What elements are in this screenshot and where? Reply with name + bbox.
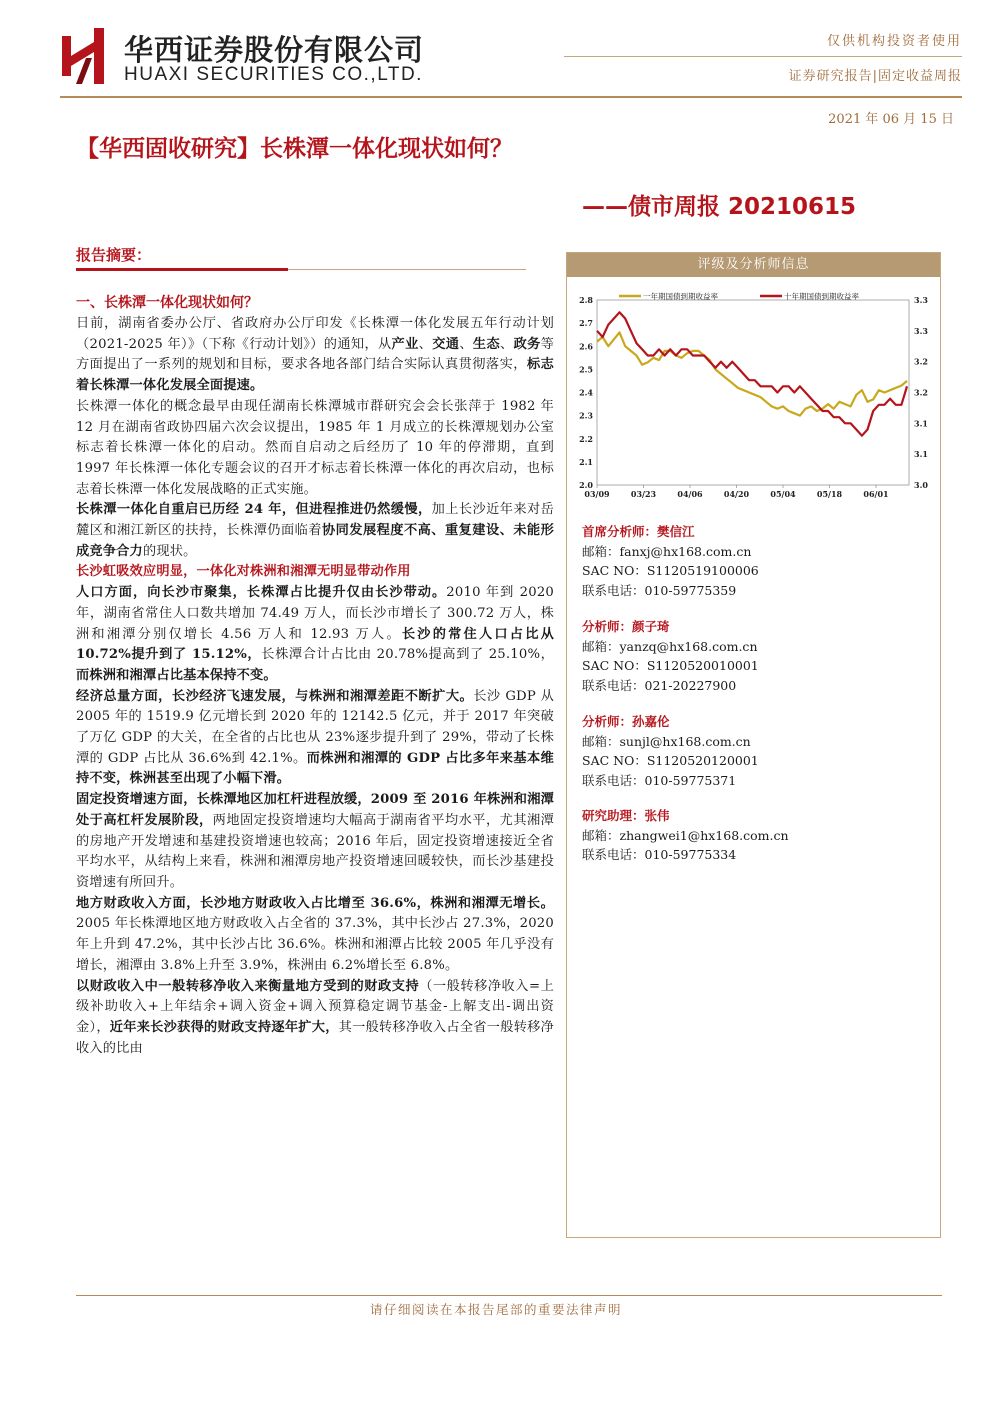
x-axis-tick-label: 05/18	[816, 489, 843, 499]
analyst-block	[582, 522, 759, 600]
report-type: 证券研究报告|固定收益周报	[788, 69, 962, 84]
right-axis-tick-label: 3.1	[914, 449, 928, 460]
abstract-paragraph	[76, 583, 554, 687]
emphasis-text: 地方财政收入方面，长沙地方财政收入占比增至 36.6%，株洲和湘潭无增长。	[76, 895, 554, 911]
analyst-role: 分析师：孙嘉伦	[582, 714, 670, 729]
legend-label: 十年期国债到期收益率	[784, 292, 859, 301]
huaxi-logo-icon	[62, 28, 114, 84]
left-axis-tick-label: 2.5	[579, 364, 593, 375]
company-name-cn: 华西证券股份有限公司	[124, 33, 425, 67]
body-text-run: 2010 年到 2020 年，湖南省常住人口数共增加 74.49 万人，而长沙市增长了 300.72 万人，株洲和湘潭分别仅增长 4.56 万人和 12.93 万人。	[76, 585, 554, 642]
abstract-paragraph	[76, 397, 554, 501]
abstract-paragraph	[76, 562, 554, 583]
analyst-email[interactable]: 邮箱：zhangwei1@hx168.com.cn	[582, 827, 789, 843]
left-axis-tick-label: 2.1	[579, 456, 593, 467]
analyst-role: 分析师：颜子琦	[582, 619, 670, 634]
legend-label: 一年期国债到期收益率	[643, 292, 718, 301]
x-axis-tick-label: 03/23	[630, 489, 657, 499]
body-text-run: 的现状。	[142, 543, 197, 559]
analyst-role: 研究助理：张伟	[582, 808, 670, 823]
left-axis-tick-label: 2.8	[579, 295, 593, 305]
body-text-run: 长沙 GDP 从 2005 年的 1519.9 亿元增长到 2020 年的 12142.5 亿元，并于 2017 年突破了万亿 GDP 的大关，在全省的占比也从 23%逐步提升到了 29%，带动了长株潭的 GDP 占比从 36.6%到 42.1%。	[76, 688, 554, 766]
series-line-ten-year	[597, 312, 907, 435]
abstract-paragraph	[76, 500, 554, 562]
body-text-run: 长株潭合计占比由 20.78%提高到了 25.10%，	[261, 647, 555, 663]
abstract-heading: 报告摘要：	[76, 246, 152, 264]
yield-chart	[567, 283, 940, 501]
body-text-run: 2005 年长株潭地区地方财政收入占全省的 37.3%，其中长沙占 27.3%，2020 年上升到 47.2%，其中长沙占比 36.6%。株洲和湘潭占比较 2005 年几乎没有增长，湘潭由 3.8%上升至 3.9%，株洲由 6.2%增长至 6.8%。	[76, 916, 554, 973]
x-axis-tick-label: 04/20	[723, 489, 750, 499]
analyst-block	[582, 712, 759, 790]
left-axis-tick-label: 2.2	[579, 433, 593, 444]
abstract-paragraph	[76, 687, 554, 791]
body-text-run: 日前，湖南省委办公厅、省政府办公厅印发《长株潭一体化发展五年行动计划（2021-2025 年）》（下称《行动计划》）的通知，从	[76, 316, 554, 352]
header-rule	[60, 96, 962, 98]
right-axis-tick-label: 3.1	[914, 418, 928, 429]
analyst-sac: SAC NO：S1120520120001	[582, 753, 759, 768]
analyst-email[interactable]: 邮箱：fanxj@hx168.com.cn	[582, 543, 752, 559]
emphasis-text: 长沙虹吸效应明显，一体化对株洲和湘潭无明显带动作用	[76, 564, 411, 580]
abstract-paragraph	[76, 977, 554, 1060]
abstract-underline-red	[76, 268, 288, 271]
emphasis-text: 长株潭一体化自重启已历经 24 年，但进程推进仍然缓慢，	[76, 502, 432, 518]
right-axis-tick-label: 3.2	[914, 387, 928, 398]
emphasis-text: 交通	[432, 336, 460, 352]
analyst-phone: 联系电话：021-20227900	[582, 677, 737, 693]
report-date: 2021 年 06 月 15 日	[828, 112, 954, 127]
x-axis-tick-label: 03/09	[584, 489, 610, 499]
analyst-block	[582, 806, 789, 865]
analyst-sac: SAC NO：S1120519100006	[582, 563, 759, 578]
right-axis-tick-label: 3.2	[914, 356, 928, 367]
left-axis-tick-label: 2.3	[579, 410, 593, 421]
abstract-paragraph	[76, 314, 554, 397]
left-axis-tick-label: 2.7	[579, 318, 593, 329]
emphasis-text: 生态	[472, 336, 500, 352]
series-line-one-year	[597, 332, 907, 415]
header-divider	[564, 56, 962, 57]
emphasis-text: 以财政收入中一般转移净收入来衡量地方受到的财政支持	[76, 978, 420, 994]
body-text-run: 、	[500, 336, 514, 352]
emphasis-text: 长沙的常住人口占比从 10.72%提升到了 15.12%，	[76, 626, 554, 663]
emphasis-text: 协同发展程度不高、重复建设、未能形成竞争合力	[76, 523, 554, 559]
footer-rule	[76, 1295, 942, 1296]
left-axis-tick-label: 2.4	[579, 387, 593, 398]
emphasis-text: 人口方面，向长沙市聚集，长株潭占比提升仅由长沙带动。	[76, 585, 447, 601]
analyst-block	[582, 617, 759, 695]
body-text-run: 长株潭一体化的概念最早由现任湖南长株潭城市群研究会会长张萍于 1982 年 12 月在湖南省政协四届六次会议提出，1985 年 1 月成立的长株潭规划办公室标志着长株潭一体化的启动。然而自启动之后经历了 10 年的停滞期，直到 1997 年长株潭一体化专题会议的召开才标志着长株潭一体化的再次启动，也标志着长株潭一体化发展战略的正式实施。	[76, 398, 554, 497]
left-axis-tick-label: 2.6	[579, 341, 593, 352]
report-subtitle: ——债市周报 20210615	[582, 194, 857, 220]
emphasis-text: 近年来长沙获得的财政支持逐年扩大，	[109, 1019, 339, 1035]
emphasis-text: 固定投资增速方面，长株潭地区加杠杆进程放缓，2009 至 2016 年株洲和湘潭处于高杠杆发展阶段，	[76, 792, 554, 828]
x-axis-tick-label: 05/04	[770, 489, 796, 499]
right-axis-tick-label: 3.3	[914, 295, 928, 305]
analyst-phone: 联系电话：010-59775334	[582, 847, 737, 862]
body-text-run: 、	[418, 336, 433, 352]
x-axis-tick-label: 04/06	[677, 489, 703, 499]
usage-note: 仅供机构投资者使用	[826, 34, 962, 49]
analyst-phone: 联系电话：010-59775371	[582, 772, 737, 788]
emphasis-text: 经济总量方面，长沙经济飞速发展，与株洲和湘潭差距不断扩大。	[76, 688, 474, 704]
report-title: 【华西固收研究】长株潭一体化现状如何？	[76, 136, 513, 162]
emphasis-text: 政务	[513, 336, 541, 352]
body-text-run: 其一般转移净收入占全省一般转移净收入的比由	[76, 1019, 555, 1056]
abstract-body	[76, 314, 554, 1059]
section-heading: 一、长株潭一体化现状如何？	[76, 295, 258, 311]
body-text-run: （一般转移净收入=上级补助收入+上年结余+调入资金+调入预算稳定调节基金-上解支出-调出资金），	[76, 978, 554, 1035]
body-text-run: 等方面提出了一系列的规划和目标，要求各地各部门结合实际认真贯彻落实，	[76, 336, 555, 373]
emphasis-text: 标志着长株潭一体化发展全面提速。	[76, 357, 554, 394]
x-axis-tick-label: 06/01	[863, 489, 889, 499]
left-axis-tick-label: 2.0	[579, 480, 593, 490]
body-text-run: 、	[459, 336, 473, 352]
panel-heading: 评级及分析师信息	[567, 253, 940, 277]
abstract-paragraph	[76, 894, 554, 977]
body-text-run: 两地固定投资增速均大幅高于湖南省平均水平，尤其湘潭的房地产开发增速和基建投资增速也较高；2016 年后，固定投资增速接近全省平均水平，从结构上来看，株洲和湘潭房地产投资增速回暖较快，而长沙基建投资增速有所回升。	[76, 812, 555, 890]
right-axis-tick-label: 3.3	[914, 325, 928, 336]
emphasis-text: 而株洲和湘潭的 GDP 占比多年来基本维持不变，株洲甚至出现了小幅下滑。	[76, 750, 554, 787]
emphasis-text: 产业	[391, 336, 419, 352]
analyst-phone: 联系电话：010-59775359	[582, 582, 737, 598]
abstract-underline-gold	[288, 269, 526, 270]
abstract-paragraph	[76, 790, 554, 894]
analyst-email[interactable]: 邮箱：yanzq@hx168.com.cn	[582, 638, 758, 654]
body-text-run: 加上长沙近年来对岳麓区和湘江新区的扶持，长株潭仍面临着	[76, 502, 554, 539]
right-axis-tick-label: 3.0	[914, 480, 928, 490]
company-name-en: HUAXI SECURITIES CO.,LTD.	[124, 64, 423, 85]
analyst-sac: SAC NO：S1120520010001	[582, 658, 759, 673]
analyst-email[interactable]: 邮箱：sunjl@hx168.com.cn	[582, 733, 751, 749]
emphasis-text: 而株洲和湘潭占比基本保持不变。	[76, 667, 277, 683]
footer-disclaimer: 请仔细阅读在本报告尾部的重要法律声明	[369, 1302, 622, 1317]
analyst-role: 首席分析师：樊信江	[582, 524, 695, 539]
